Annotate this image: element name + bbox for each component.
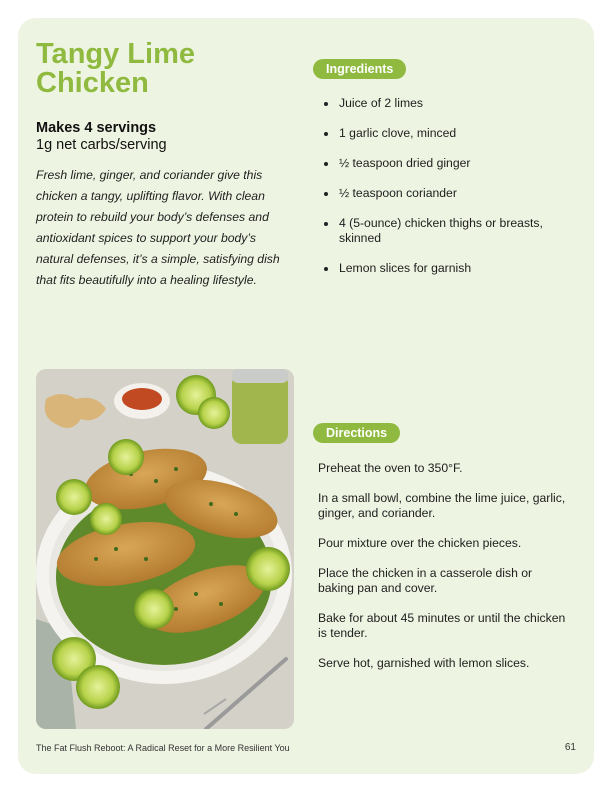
recipe-photo bbox=[36, 369, 294, 729]
directions-heading: Directions bbox=[313, 423, 400, 443]
ingredient-item: ½ teaspoon coriander bbox=[322, 186, 572, 201]
book-title-footer: The Fat Flush Reboot: A Radical Reset for a More Resilient You bbox=[36, 743, 290, 753]
ingredient-item: Lemon slices for garnish bbox=[322, 261, 572, 276]
recipe-intro: Fresh lime, ginger, and coriander give this chicken a tangy, uplifting flavor. With clean protein to rebuild your body’s defenses and antioxidant spices to support your body’s natural defenses, it’s a simple, satisfying dish that fits beautifully into a healing lifestyle. bbox=[36, 168, 280, 287]
ingredients-list bbox=[322, 96, 572, 291]
chicken-dish-illustration bbox=[36, 369, 294, 729]
ingredients-heading: Ingredients bbox=[313, 59, 406, 79]
direction-step: Preheat the oven to 350°F. bbox=[318, 461, 463, 475]
ingredient-item: 4 (5-ounce) chicken thighs or breasts, skinned bbox=[322, 216, 572, 246]
servings-text: Makes 4 servings bbox=[36, 120, 157, 136]
direction-step: In a small bowl, combine the lime juice, garlic, ginger, and coriander. bbox=[318, 491, 566, 520]
direction-step: Place the chicken in a casserole dish or baking pan and cover. bbox=[318, 566, 533, 595]
direction-step: Pour mixture over the chicken pieces. bbox=[318, 536, 522, 550]
direction-step: Serve hot, garnished with lemon slices. bbox=[318, 656, 530, 670]
direction-step: Bake for about 45 minutes or until the chicken is tender. bbox=[318, 611, 566, 640]
ingredient-item: 1 garlic clove, minced bbox=[322, 126, 572, 141]
page-number: 61 bbox=[564, 742, 576, 753]
recipe-title: Tangy Lime Chicken bbox=[36, 38, 195, 99]
ingredient-item: ½ teaspoon dried ginger bbox=[322, 156, 572, 171]
directions-list bbox=[318, 461, 568, 686]
ingredient-item: Juice of 2 limes bbox=[322, 96, 572, 111]
carbs-text: 1g net carbs/serving bbox=[36, 137, 167, 153]
